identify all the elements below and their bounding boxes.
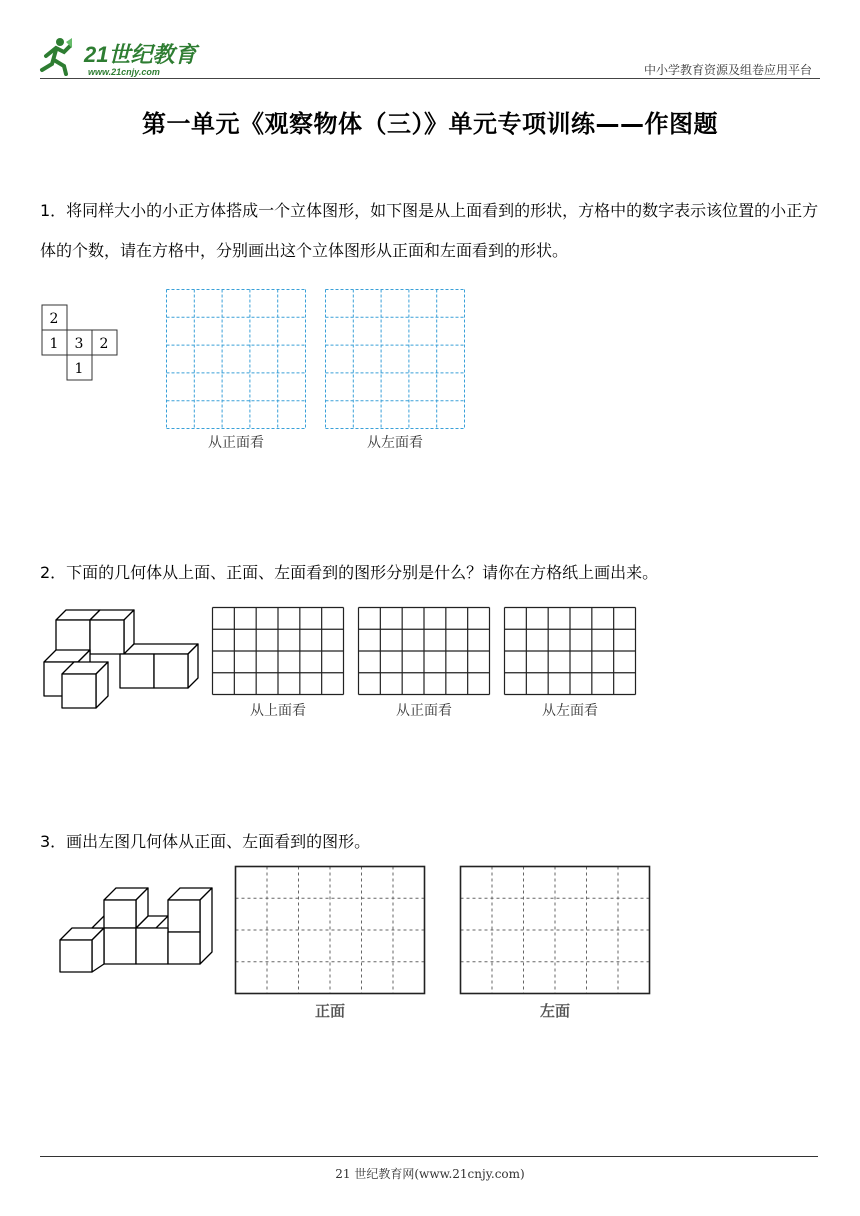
q3-caption-left: 左面 [539,1002,570,1020]
platform-label: 中小学教育资源及组卷应用平台 [643,63,812,77]
page-title: 第一单元《观察物体（三）》单元专项训练——作图题 [142,110,718,138]
q1-caption-left: 从左面看 [367,435,423,451]
top-view-count: 3 [74,336,84,352]
site-logo [38,34,203,78]
runner-icon [42,38,72,74]
q1-caption-front: 从正面看 [208,435,264,451]
q2-front-grid[interactable] [358,607,490,695]
question-2-text: 2．下面的几何体从上面、正面、左面看到的图形分别是什么？请你在方格纸上画出来。 [40,563,659,582]
q2-solid-figure [40,604,205,709]
q3-left-grid[interactable] [460,866,650,994]
q3-front-grid[interactable] [235,866,425,994]
q1-left-grid[interactable] [325,289,465,429]
top-view-count: 2 [99,336,109,352]
q2-caption-left: 从左面看 [542,703,598,719]
q1-top-view-figure [40,303,120,383]
top-view-count: 1 [74,361,84,377]
top-view-count: 1 [49,336,59,352]
question-1-text: 1．将同样大小的小正方体搭成一个立体图形，如下图是从上面看到的形状，方格中的数字表示该位置的小正方体的个数，请在方格中，分别画出这个立体图形从正面和左面看到的形状。 [40,201,819,260]
q3-solid-figure [56,884,216,976]
header-divider [40,78,820,79]
question-3-text: 3．画出左图几何体从正面、左面看到的图形。 [40,832,371,851]
logo-main-text: 21世纪教育 [84,42,197,67]
footer-divider [40,1156,818,1157]
q3-caption-front: 正面 [314,1002,345,1020]
logo-url-text: www.21cnjy.com [88,67,160,77]
top-view-count: 2 [49,311,59,327]
q2-caption-top: 从上面看 [250,703,306,719]
footer-text: 21 世纪教育网(www.21cnjy.com) [335,1167,525,1181]
q2-caption-front: 从正面看 [396,703,452,719]
q1-front-grid[interactable] [166,289,306,429]
q2-top-grid[interactable] [212,607,344,695]
q2-left-grid[interactable] [504,607,636,695]
